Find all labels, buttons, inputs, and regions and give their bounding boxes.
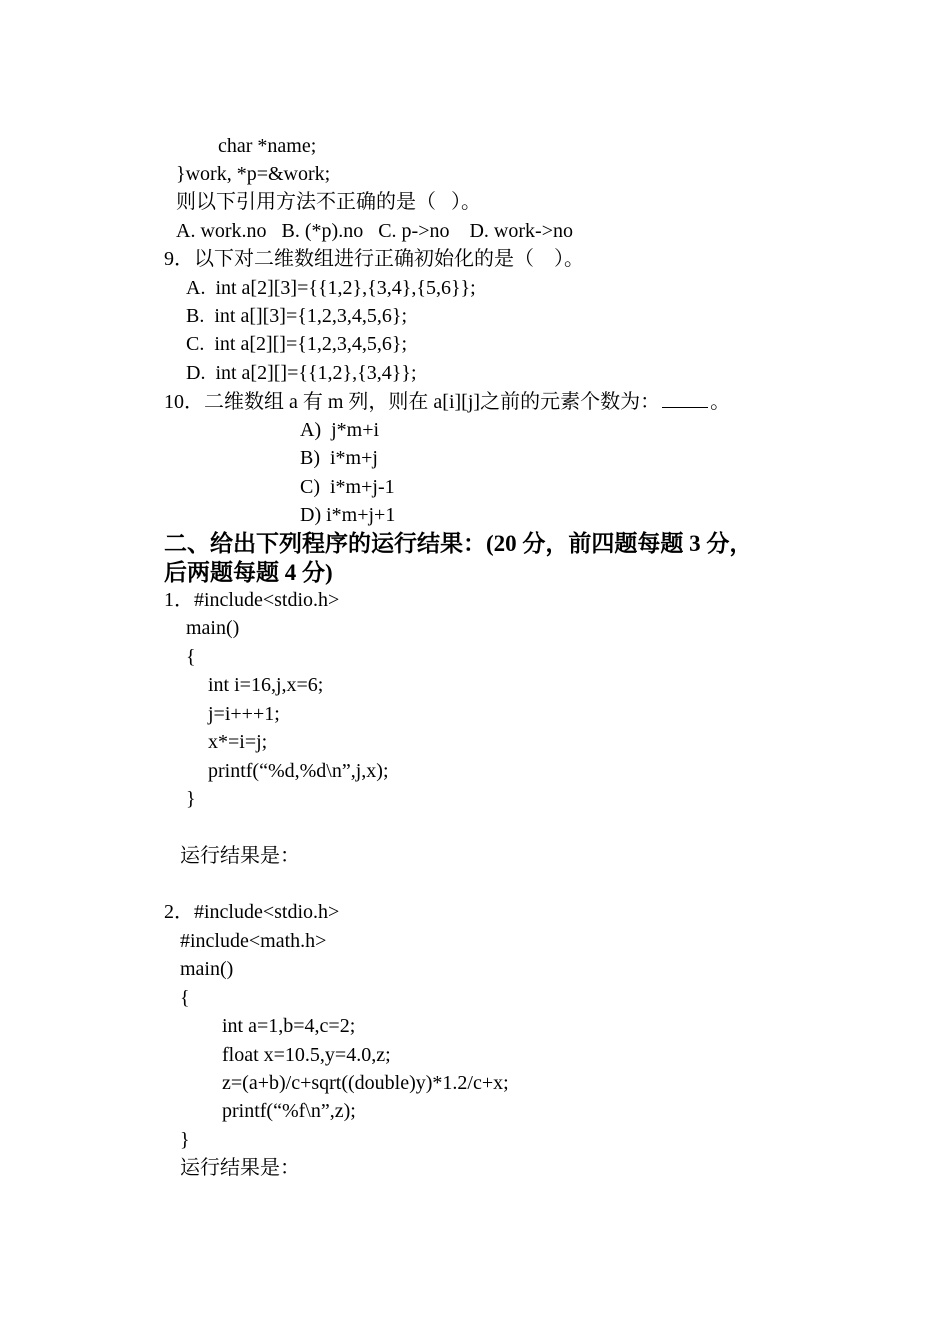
q9-option-c: C. int a[2][]={1,2,3,4,5,6}; <box>186 333 408 355</box>
q10-stem <box>164 389 730 414</box>
answer-blank <box>662 389 708 408</box>
p1-code-line: int i=16,j,x=6; <box>208 674 324 696</box>
q8-struct-end: }work, *p=&work; <box>176 163 331 185</box>
q10-option-c: C) i*m+j-1 <box>300 476 395 498</box>
p1-result-label: 运行结果是： <box>180 845 300 867</box>
p1-code-line: { <box>186 646 196 668</box>
q8-options: A. work.no B. (*p).no C. p->no D. work->no <box>176 220 573 242</box>
q10-stem-end: 。 <box>710 391 731 413</box>
p2-code-line: } <box>180 1129 190 1151</box>
q10-option-b: B) i*m+j <box>300 447 378 469</box>
q10-option-d: D) i*m+j+1 <box>300 504 396 526</box>
p2-code-line: main() <box>180 958 234 980</box>
p2-result-label: 运行结果是： <box>180 1157 300 1179</box>
p1-code-line: x*=i=j; <box>208 731 268 753</box>
p1-code-line: printf(“%d,%d\n”,j,x); <box>208 760 389 782</box>
p2-code-line: z=(a+b)/c+sqrt((double)y)*1.2/c+x; <box>222 1072 509 1094</box>
q8-struct-member: char *name; <box>218 135 317 157</box>
section-heading-line1: 二、给出下列程序的运行结果：(20 分，前四题每题 3 分， <box>164 531 753 556</box>
q8-question: 则以下引用方法不正确的是（ ）。 <box>176 191 481 213</box>
p2-code-line: { <box>180 987 190 1009</box>
p1-code-line: main() <box>186 617 240 639</box>
section-heading-line2: 后两题每题 4 分) <box>164 560 333 585</box>
q10-option-a: A) j*m+i <box>300 419 380 441</box>
p1-code-line: j=i+++1; <box>208 703 280 725</box>
p2-code-line: int a=1,b=4,c=2; <box>222 1015 356 1037</box>
p2-code-line: printf(“%f\n”,z); <box>222 1100 356 1122</box>
p1-code-line: 1．#include<stdio.h> <box>164 589 340 611</box>
p2-code-line: float x=10.5,y=4.0,z; <box>222 1044 391 1066</box>
q9-option-d: D. int a[2][]={{1,2},{3,4}}; <box>186 362 417 384</box>
q9-option-b: B. int a[][3]={1,2,3,4,5,6}; <box>186 305 408 327</box>
p2-code-line: 2．#include<stdio.h> <box>164 901 340 923</box>
p2-code-line: #include<math.h> <box>180 930 327 952</box>
q9-stem: 9．以下对二维数组进行正确初始化的是（ ）。 <box>164 248 584 270</box>
q10-stem-text: 10．二维数组 a 有 m 列，则在 a[i][j]之前的元素个数为： <box>164 391 661 413</box>
q9-option-a: A. int a[2][3]={{1,2},{3,4},{5,6}}; <box>186 277 476 299</box>
p1-code-line: } <box>186 788 196 810</box>
